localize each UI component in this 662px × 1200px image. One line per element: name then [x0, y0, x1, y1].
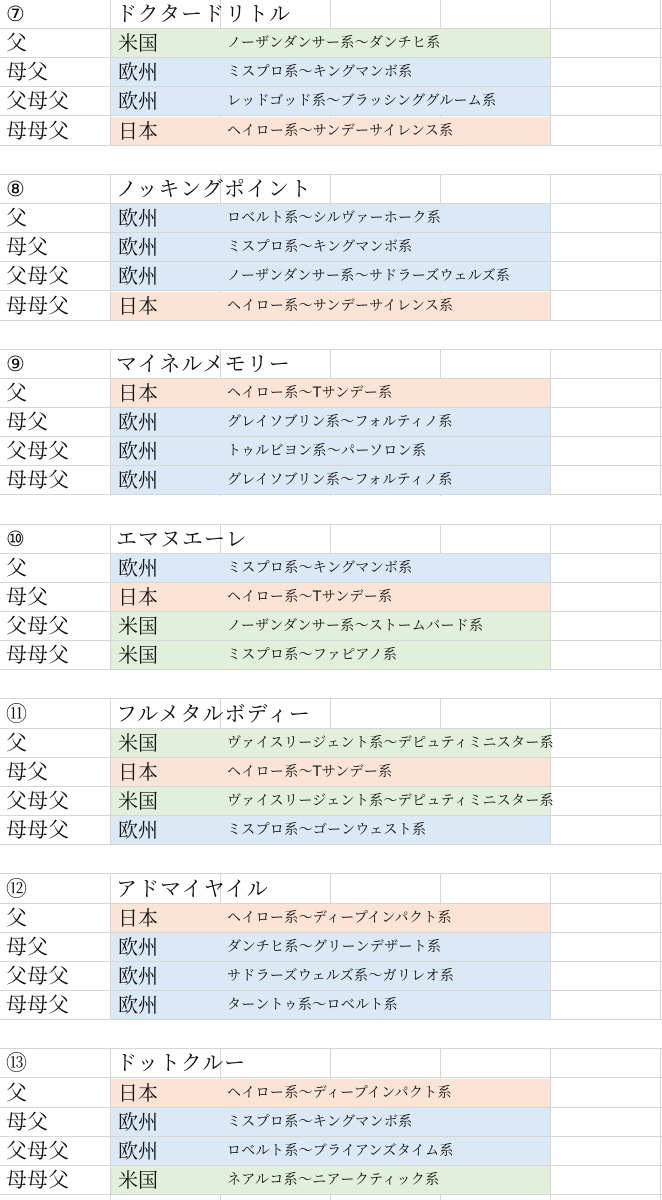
horse-number: ⑬ [6, 1051, 27, 1076]
pedigree-row [0, 87, 662, 116]
region-value: 米国 [118, 614, 158, 639]
relation-label: 父 [6, 905, 27, 930]
relation-label: 母父 [6, 1109, 48, 1134]
region-value: 米国 [118, 730, 158, 755]
relation-label: 母母父 [6, 643, 69, 668]
horse-name: エマヌエーレ [116, 526, 248, 551]
horse-number: ⑩ [6, 526, 25, 551]
sire-line: レッドゴッド系～ブラッシンググルーム系 [227, 93, 497, 110]
pedigree-row [0, 729, 662, 758]
relation-label: 母母父 [6, 118, 69, 143]
relation-label: 母母父 [6, 293, 69, 318]
region-value: 欧州 [118, 60, 158, 85]
region-value: 欧州 [118, 468, 158, 493]
horse-header-row [0, 875, 662, 904]
region-value: 米国 [118, 31, 158, 56]
sire-line: ロベルト系～ブライアンズタイム系 [227, 1142, 454, 1159]
sire-line: ノーザンダンサー系～ダンチヒ系 [227, 35, 441, 52]
horse-number: ⑨ [6, 351, 25, 376]
region-value: 欧州 [118, 89, 158, 114]
pedigree-row [0, 554, 662, 583]
pedigree-row [0, 1166, 662, 1195]
relation-label: 母母父 [6, 468, 69, 493]
horse-number: ⑪ [6, 701, 27, 726]
region-value: 欧州 [118, 818, 158, 843]
pedigree-row [0, 962, 662, 991]
region-value: 米国 [118, 1168, 158, 1192]
pedigree-row [0, 408, 662, 437]
sire-line: ダンチヒ系～グリーンデザート系 [227, 938, 442, 955]
region-value: 欧州 [118, 1138, 158, 1163]
pedigree-row [0, 991, 662, 1020]
region-value: 日本 [118, 118, 158, 143]
sire-line: ヘイロー系～Tサンデー系 [227, 589, 393, 605]
relation-label: 父 [6, 1080, 27, 1105]
sire-line: ミスプロ系～キングマンボ系 [227, 559, 413, 576]
relation-label: 父母父 [6, 89, 69, 114]
sire-line: ヘイロー系～サンデーサイレンス系 [227, 297, 454, 314]
pedigree-row [0, 262, 662, 291]
region-value: 欧州 [118, 410, 158, 435]
sire-line: ロベルト系～シルヴァーホーク系 [227, 210, 442, 227]
horse-number: ⑧ [6, 176, 25, 201]
pedigree-row [0, 29, 662, 58]
spacer-row [0, 1020, 662, 1049]
relation-label: 母父 [6, 60, 48, 85]
region-value: 日本 [118, 905, 158, 930]
region-value: 欧州 [118, 235, 158, 260]
region-value: 日本 [118, 293, 158, 318]
region-value: 米国 [118, 643, 158, 668]
horse-number: ⑫ [6, 876, 27, 901]
pedigree-row [0, 58, 662, 87]
pedigree-row [0, 1108, 662, 1137]
relation-label: 母父 [6, 759, 48, 784]
relation-label: 父母父 [6, 963, 69, 988]
spacer-row [0, 146, 662, 175]
horse-name: ドクタードリトル [116, 2, 292, 26]
relation-label: 父 [6, 380, 27, 405]
horse-name: マイネルメモリー [116, 351, 291, 376]
region-value: 欧州 [118, 993, 158, 1018]
horse-header-row [0, 350, 662, 379]
pedigree-row [0, 292, 662, 321]
pedigree-row [0, 466, 662, 495]
relation-label: 母母父 [6, 1168, 69, 1192]
region-value: 欧州 [118, 1109, 158, 1134]
pedigree-row [0, 1137, 662, 1166]
relation-label: 母父 [6, 934, 48, 959]
sire-line: サドラーズウェルズ系～ガリレオ系 [227, 967, 455, 984]
relation-label: 母母父 [6, 818, 69, 843]
relation-label: 父 [6, 555, 27, 580]
sire-line: トゥルビヨン系～パーソロン系 [227, 443, 427, 460]
sire-line: グレイソブリン系～フォルティノ系 [227, 414, 453, 431]
horse-header-row [0, 175, 662, 204]
relation-label: 父 [6, 31, 27, 56]
relation-label: 母父 [6, 585, 48, 609]
region-value: 欧州 [118, 206, 158, 231]
relation-label: 母父 [6, 235, 48, 260]
relation-label: 父 [6, 206, 27, 231]
pedigree-row [0, 233, 662, 262]
region-value: 日本 [118, 380, 158, 405]
pedigree-row [0, 612, 662, 641]
relation-label: 父母父 [6, 439, 69, 464]
region-value: 日本 [118, 759, 158, 784]
region-value: 日本 [118, 1080, 158, 1105]
region-value: 欧州 [118, 963, 158, 988]
horse-name: ノッキングポイント [116, 176, 312, 201]
sire-line: ヘイロー系～ディープインパクト系 [227, 1084, 452, 1101]
spacer-row [0, 321, 662, 350]
sire-line: ミスプロ系～ゴーンウェスト系 [227, 822, 427, 839]
sire-line: ネアルコ系～ニアークティック系 [227, 1172, 440, 1188]
region-value: 欧州 [118, 264, 158, 289]
relation-label: 母父 [6, 410, 48, 435]
sire-line: ヘイロー系～ディープインパクト系 [227, 909, 452, 926]
pedigree-row [0, 204, 662, 233]
sire-line: ミスプロ系～キングマンボ系 [227, 239, 413, 256]
spacer-row [0, 496, 662, 525]
horse-header-row [0, 700, 662, 729]
sire-line: ヘイロー系～Tサンデー系 [227, 763, 393, 780]
region-value: 欧州 [118, 439, 158, 464]
pedigree-row [0, 787, 662, 816]
sire-line: ターントゥ系～ロベルト系 [227, 997, 398, 1014]
sire-line: ヘイロー系～サンデーサイレンス系 [227, 122, 454, 139]
spacer-row [0, 845, 662, 874]
pedigree-row [0, 117, 662, 146]
pedigree-row [0, 379, 662, 408]
sire-line: ヴァイスリージェント系～デピュティミニスター系 [227, 734, 554, 751]
relation-label: 父 [6, 730, 27, 755]
relation-label: 父母父 [6, 264, 69, 289]
pedigree-row [0, 1079, 662, 1108]
relation-label: 父母父 [6, 1138, 69, 1163]
horse-name: ドットクルー [116, 1051, 247, 1076]
region-value: 欧州 [118, 934, 158, 959]
region-value: 欧州 [118, 555, 158, 580]
horse-number: ⑦ [6, 2, 25, 26]
pedigree-row [0, 933, 662, 962]
horse-name: アドマイヤイル [116, 876, 269, 901]
sire-line: ミスプロ系～キングマンボ系 [227, 1113, 413, 1130]
sire-line: グレイソブリン系～フォルティノ系 [227, 472, 453, 489]
pedigree-row [0, 904, 662, 933]
horse-header-row [0, 0, 662, 29]
horse-name: フルメタルボディー [116, 701, 311, 726]
region-value: 米国 [118, 789, 158, 814]
pedigree-row [0, 758, 662, 787]
relation-label: 母母父 [6, 993, 69, 1018]
horse-header-row [0, 1049, 662, 1078]
spacer-row [0, 670, 662, 699]
pedigree-row [0, 583, 662, 612]
sire-line: ミスプロ系～キングマンボ系 [227, 64, 413, 81]
pedigree-row [0, 641, 662, 670]
sire-line: ミスプロ系～ファピアノ系 [227, 647, 398, 664]
sire-line: ノーザンダンサー系～サドラーズウェルズ系 [227, 268, 511, 285]
sire-line: ヘイロー系～Tサンデー系 [227, 384, 393, 401]
sire-line: ノーザンダンサー系～ストームバード系 [227, 618, 484, 635]
region-value: 日本 [118, 585, 158, 609]
sire-line: ヴァイスリージェント系～デピュティミニスター系 [227, 793, 554, 810]
relation-label: 父母父 [6, 789, 69, 814]
pedigree-row [0, 437, 662, 466]
pedigree-row [0, 816, 662, 845]
relation-label: 父母父 [6, 614, 69, 639]
horse-header-row [0, 525, 662, 554]
